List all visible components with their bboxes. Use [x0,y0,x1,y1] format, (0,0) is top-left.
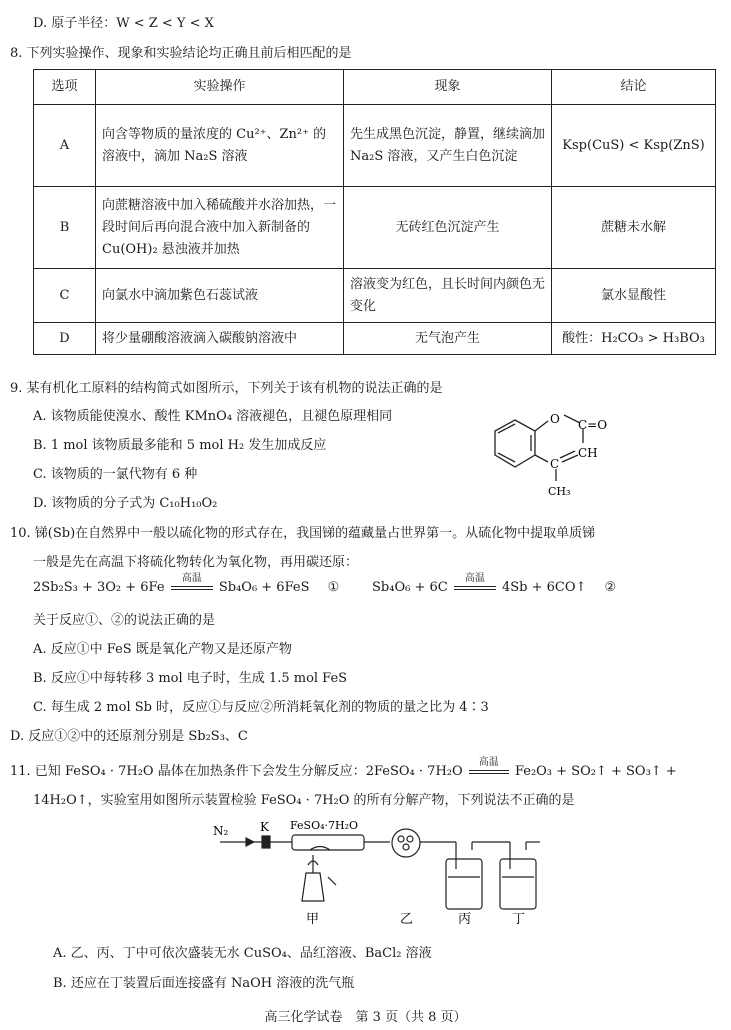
q11-option-b: B. 还应在丁装置后面连接盛有 NaOH 溶液的洗气瓶 [53,976,355,991]
row-phenomenon: 无砖红色沉淀产生 [344,187,552,269]
header-option: 选项 [34,70,96,105]
apparatus-ding-label: 丁 [512,912,526,927]
row-operation: 向含等物质的量浓度的 Cu²⁺、Zn²⁺ 的溶液中，滴加 Na₂S 溶液 [96,105,344,187]
row-operation: 将少量硼酸溶液滴入碳酸钠溶液中 [96,323,344,355]
valve-k-label: K [260,820,269,834]
row-phenomenon: 无气泡产生 [344,323,552,355]
q11-line2: 14H₂O↑，实验室用如图所示装置检验 FeSO₄ · 7H₂O 的所有分解产物，下列说法不正确的是 [33,793,575,808]
q11-line1 [10,757,677,779]
q11-line1-b: Fe₂O₃ + SO₂↑ + SO₃↑ + [514,764,677,779]
apparatus-jia-label: 甲 [306,912,320,927]
q9-option-d: D. 该物质的分子式为 C₁₀H₁₀O₂ [33,496,218,511]
ch-label: CH [578,446,598,460]
eq2-right: 4Sb + 6CO↑ [501,580,587,595]
q9-option-c: C. 该物质的一氯代物有 6 种 [33,467,198,482]
row-option: C [34,269,96,323]
eq2-number: ② [604,580,617,595]
row-option: B [34,187,96,269]
row-option: D [34,323,96,355]
q10-option-d: D. 反应①②中的还原剂分别是 Sb₂S₃、C [10,729,248,744]
q11-option-a: A. 乙、丙、丁中可依次盛装无水 CuSO₄、品红溶液、BaCl₂ 溶液 [53,946,432,961]
methyl-label: CH₃ [548,485,571,498]
eq1-right: Sb₄O₆ + 6FeS [218,580,310,595]
table-row [34,105,716,187]
apparatus-yi-label: 乙 [400,912,414,927]
eq1-condition: 高温 [181,573,202,584]
row-phenomenon: 溶液变为红色，且长时间内颜色无变化 [344,269,552,323]
q10-stem-line2: 一般是先在高温下将硫化物转化为氧化物，再用碳还原： [33,555,359,570]
header-operation: 实验操作 [96,70,344,105]
q10-option-c: C. 每生成 2 mol Sb 时，反应①与反应②所消耗氧化剂的物质的量之比为 4∶3 [33,700,489,715]
page-footer: 高三化学试卷 第 3 页（共 8 页） [264,1010,467,1025]
row-conclusion: 酸性：H₂CO₃ > H₃BO₃ [552,323,716,355]
q10-ask: 关于反应①、②的说法正确的是 [33,613,216,628]
q9-stem: 9. 某有机化工原料的结构简式如图所示，下列关于该有机物的说法正确的是 [10,381,443,396]
row-conclusion: 氯水显酸性 [552,269,716,323]
q11-apparatus-diagram [210,815,550,935]
n2-label: N₂ [213,824,229,838]
row-conclusion: Ksp(CuS) < Ksp(ZnS) [552,105,716,187]
table-header-row [34,70,716,105]
row-operation: 向蔗糖溶液中加入稀硫酸并水浴加热，一段时间后再向混合液中加入新制备的 Cu(OH)₂ 悬浊液并加热 [96,187,344,269]
q11-line1-a: 11. 已知 FeSO₄ · 7H₂O 晶体在加热条件下会发生分解反应：2FeSO₄ · 7H₂O [10,764,463,779]
table-row [34,323,716,355]
sample-label: FeSO₄·7H₂O [290,819,359,832]
q9-option-a: A. 该物质能使溴水、酸性 KMnO₄ 溶液褪色，且褪色原理相同 [33,409,393,424]
eq1-number: ① [327,580,340,595]
table-row [34,187,716,269]
c-label: C [550,457,560,471]
equation-1 [33,573,340,595]
q9-option-b: B. 1 mol 该物质最多能和 5 mol H₂ 发生加成反应 [33,438,327,453]
eq1-left: 2Sb₂S₃ + 3O₂ + 6Fe [33,580,165,595]
ring-oxygen-label: O [550,412,560,426]
q8-stem: 8. 下列实验操作、现象和实验结论均正确且前后相匹配的是 [10,46,352,61]
carbonyl-label: C=O [578,418,608,432]
apparatus-bing-label: 丙 [458,912,472,927]
equation-2 [372,573,617,595]
header-conclusion: 结论 [552,70,716,105]
eq2-left: Sb₄O₆ + 6C [372,580,448,595]
q10-option-a: A. 反应①中 FeS 既是氧化产物又是还原产物 [33,642,292,657]
eq2-condition: 高温 [464,573,485,584]
option-d-prev-question: D. 原子半径：W < Z < Y < X [33,16,214,31]
table-row [34,269,716,323]
q11-condition: 高温 [478,757,499,768]
row-conclusion: 蔗糖未水解 [552,187,716,269]
row-operation: 向氯水中滴加紫色石蕊试液 [96,269,344,323]
q10-stem-line1: 10. 锑(Sb)在自然界中一般以硫化物的形式存在，我国锑的蕴藏量占世界第一。从硫化物中提取单质锑 [10,526,596,541]
row-phenomenon: 先生成黑色沉淀，静置，继续滴加 Na₂S 溶液，又产生白色沉淀 [344,105,552,187]
q10-option-b: B. 反应①中每转移 3 mol 电子时，生成 1.5 mol FeS [33,671,348,686]
q8-table [33,69,716,355]
header-phenomenon: 现象 [344,70,552,105]
row-option: A [34,105,96,187]
q9-structure-diagram [470,395,670,513]
